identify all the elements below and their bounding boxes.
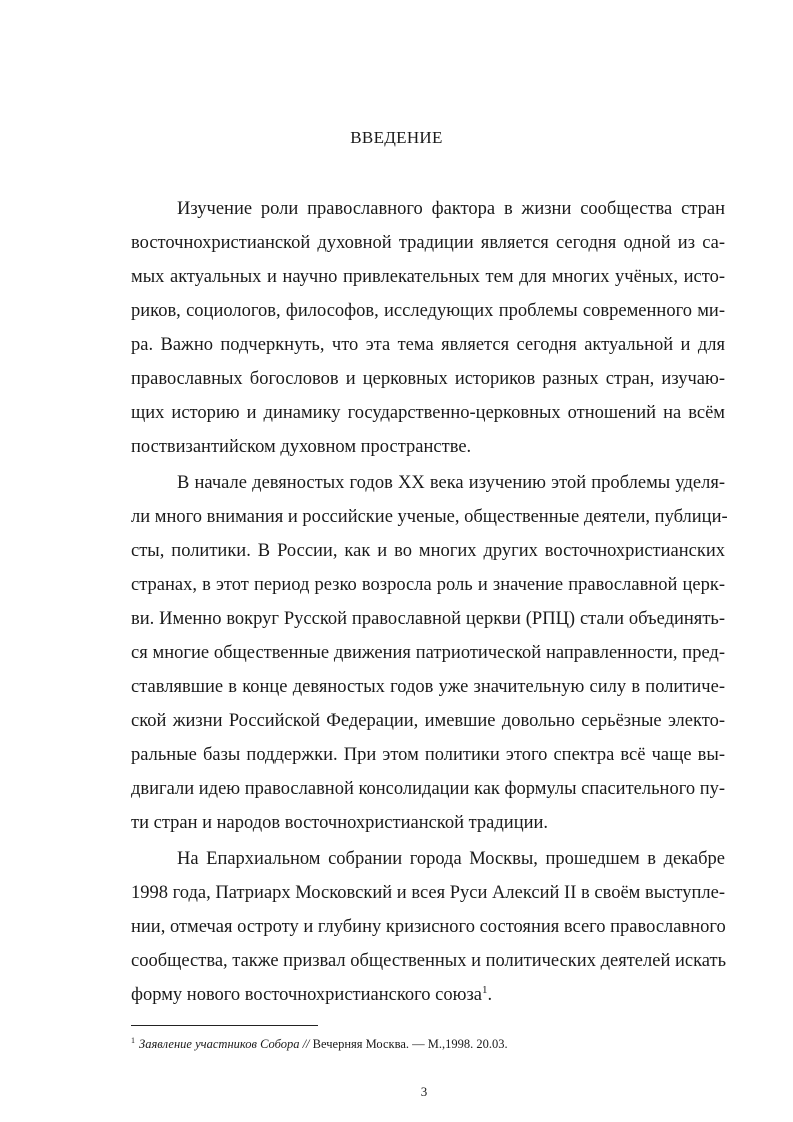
text-line: ставлявшие в конце девяностых годов уже значительную силу в политиче- (131, 677, 725, 697)
footnote-separator (131, 1025, 318, 1026)
text-line: сты, политики. В России, как и во многих других восточнохристианских (131, 541, 725, 561)
text-line: восточнохристианской духовной традиции является сегодня одной из са- (131, 233, 725, 253)
text-line: мых актуальных и научно привлекательных тем для многих учёных, исто- (131, 267, 725, 287)
text-line: сообщества, также призвал общественных и политических деятелей искать (131, 951, 727, 971)
text-line: странах, в этот период резко возросла роль и значение православной церк- (131, 575, 725, 595)
text-line: ра. Важно подчеркнуть, что эта тема является сегодня актуальной и для (131, 335, 725, 355)
paragraph-1 (131, 192, 725, 464)
text-line-with-footnote (131, 978, 725, 1012)
footnote-text: Вечерняя Москва. — М.,1998. 20.03. (309, 1037, 508, 1052)
footnote-number: 1 (131, 1036, 135, 1045)
text-line: православных богословов и церковных историков разных стран, изучаю- (131, 369, 725, 389)
text-line: ральные базы поддержки. При этом политики этого спектра всё чаще вы- (131, 745, 725, 765)
text-line: ли много внимания и российские ученые, общественные деятели, публици- (131, 507, 728, 527)
text-line: ся многие общественные движения патриотической направленности, пред- (131, 643, 725, 663)
text-line: ской жизни Российской Федерации, имевшие довольно серьёзные электо- (131, 711, 725, 731)
footnote-reference[interactable]: 1 (481, 983, 488, 996)
footnote (131, 1036, 508, 1052)
paragraph-3 (131, 842, 725, 1012)
text-line: ти стран и народов восточнохристианской традиции. (131, 813, 549, 833)
text-line: риков, социологов, философов, исследующих проблемы современного ми- (131, 301, 725, 321)
body-text (131, 192, 728, 1014)
text-line: 1998 года, Патриарх Московский и всея Руси Алексий II в своём выступле- (131, 883, 725, 903)
text-line: двигали идею православной консолидации как формулы спасительного пу- (131, 779, 726, 799)
text-line: поствизантийском духовном пространстве. (131, 437, 472, 457)
page-title: ВВЕДЕНИЕ (350, 128, 443, 147)
footnote-italic-text: Заявление участников Собора // (139, 1037, 310, 1052)
paragraph-2 (131, 466, 728, 840)
text-line: форму нового восточнохристианского союза (131, 985, 482, 1005)
text-line: На Епархиальном собрании города Москвы, прошедшем в декабре (177, 849, 725, 869)
text-line: ви. Именно вокруг Русской православной церкви (РПЦ) стали объединять- (131, 609, 725, 629)
page-number: 3 (420, 1084, 428, 1099)
text-line: щих историю и динамику государственно-церковных отношений на всём (131, 403, 725, 423)
text-line: нии, отмечая остроту и глубину кризисного состояния всего православного (131, 917, 726, 937)
sentence-ending: . (487, 985, 493, 1005)
text-line: В начале девяностых годов XX века изучению этой проблемы уделя- (177, 473, 725, 493)
text-line: Изучение роли православного фактора в жизни сообщества стран (177, 199, 725, 219)
